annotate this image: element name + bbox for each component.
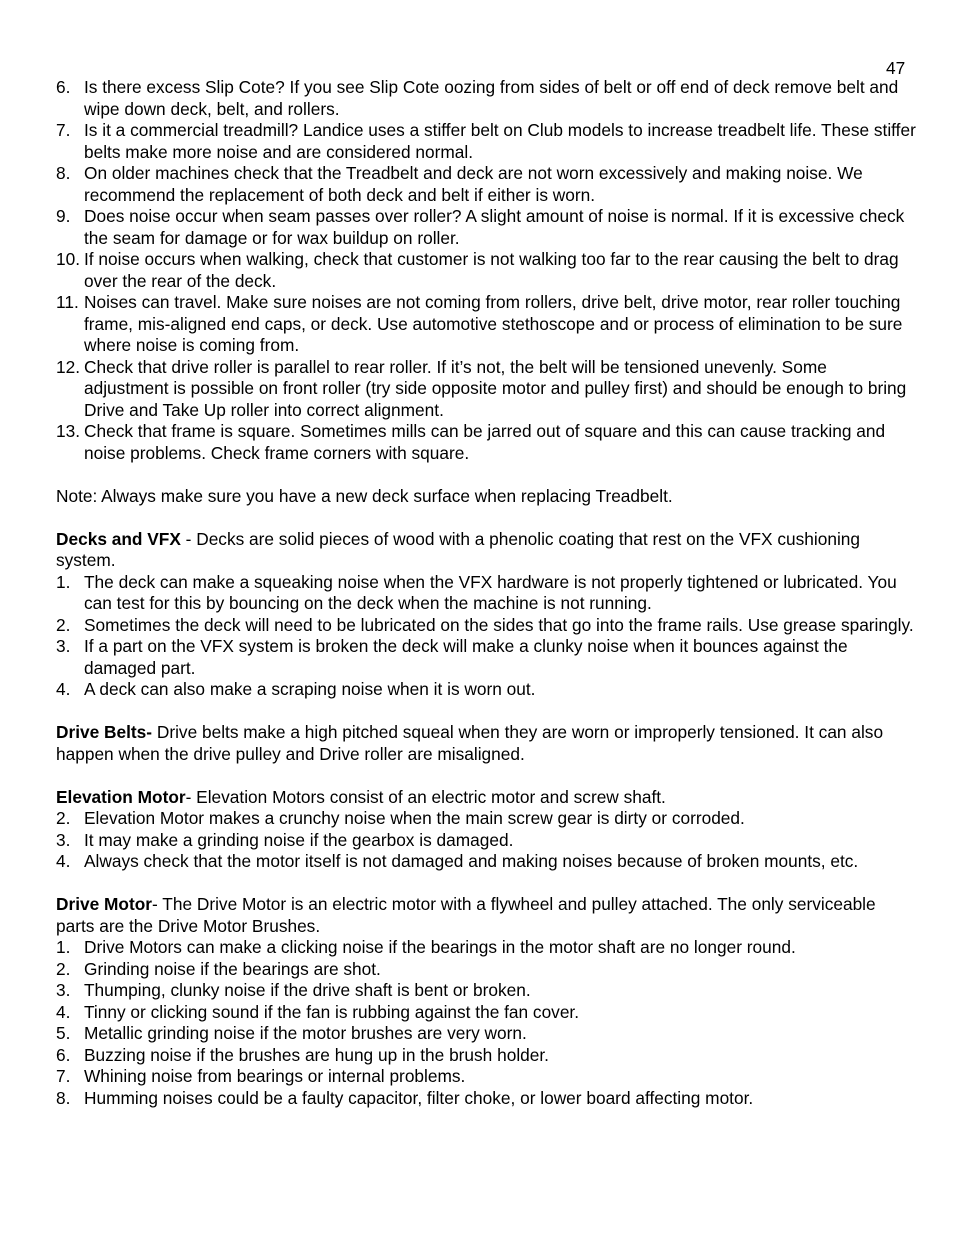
drive-motor-intro-text: - The Drive Motor is an electric motor with a flywheel and pulley attached. The only serviceable parts are the Drive Motor Brushes. [56,894,876,936]
drive-belts-paragraph [56,722,916,765]
list-item [56,77,916,120]
list-item [56,615,916,637]
drive-motor-intro [56,894,916,937]
decks-intro [56,529,916,572]
item-number: 6. [56,77,71,97]
spacer [56,701,916,723]
item-text: Is there excess Slip Cote? If you see Slip Cote oozing from sides of belt or off end of deck remove belt and wipe down deck, belt, and rollers. [84,77,899,119]
item-number: 3. [56,636,71,656]
list-item [56,830,916,852]
item-text: If a part on the VFX system is broken the deck will make a clunky noise when it bounces against the damaged part. [84,636,848,678]
item-number: 13. [56,421,81,441]
list-item [56,120,916,163]
decks-heading: Decks and VFX [56,528,181,549]
list-item [56,1002,916,1024]
list-item [56,249,916,292]
item-text: Always check that the motor itself is not damaged and making noises because of broken mounts, etc. [84,851,859,871]
item-text: Buzzing noise if the brushes are hung up in the brush holder. [84,1044,549,1065]
item-text: On older machines check that the Treadbelt and deck are not worn excessively and making noise. We recommend the replacement of both deck and belt if either is worn. [84,163,863,205]
page-number: 47 [886,58,906,78]
item-number: 8. [56,163,71,183]
decks-intro-text: - Decks are solid pieces of wood with a phenolic coating that rest on the VFX cushioning system. [56,528,861,570]
list-item [56,679,916,701]
item-text: A deck can also make a scraping noise when it is worn out. [84,679,536,699]
item-text: Grinding noise if the bearings are shot. [84,958,381,979]
item-number: 6. [56,1044,71,1065]
item-number: 2. [56,958,71,979]
list-item [56,163,916,206]
drive-belts-heading: Drive Belts- [56,722,153,742]
item-text: Is it a commercial treadmill? Landice uses a stiffer belt on Club models to increase treadbelt life. These stiffer belts make more noise and are considered normal. [84,120,916,162]
item-number: 12. [56,356,81,377]
list-item [56,636,916,679]
drive-motor-list [56,937,916,1109]
list-item [56,980,916,1002]
item-text: Metallic grinding noise if the motor brushes are very worn. [84,1023,527,1043]
list-item [56,851,916,873]
item-number: 1. [56,937,71,957]
list-item [56,1066,916,1088]
list-item [56,292,916,357]
item-text: Check that drive roller is parallel to rear roller. If it’s not, the belt will be tensioned unevenly. Some adjustment is possible on front roller (try side opposite motor and pulley first) and should be enough to bring Drive and Take Up roller into correct alignment. [84,356,907,420]
item-number: 7. [56,1066,71,1086]
list-item [56,937,916,959]
item-number: 4. [56,679,71,699]
drive-motor-heading: Drive Motor [56,894,153,914]
list-item [56,1045,916,1067]
item-text: Elevation Motor makes a crunchy noise when the main screw gear is dirty or corroded. [84,808,745,828]
item-number: 4. [56,1001,71,1022]
item-number: 11. [56,292,79,312]
list-item [56,421,916,464]
item-text: If noise occurs when walking, check that customer is not walking too far to the rear causing the belt to drag over the rear of the deck. [84,249,899,291]
elevation-heading: Elevation Motor [56,786,186,807]
item-number: 2. [56,808,71,828]
item-number: 8. [56,1087,71,1108]
list-item [56,959,916,981]
list-item [56,206,916,249]
item-text: Noises can travel. Make sure noises are not coming from rollers, drive belt, drive motor, rear roller touching frame, mis-aligned end caps, or deck. Use automotive stethoscope and or process of elimination to be sure where noise is coming from. [84,292,903,355]
list-item [56,808,916,830]
item-number: 4. [56,851,71,871]
spacer [56,873,916,895]
spacer [56,464,916,486]
item-text: Drive Motors can make a clicking noise if the bearings in the motor shaft are no longer round. [84,937,796,957]
note-paragraph: Note: Always make sure you have a new deck surface when replacing Treadbelt. [56,485,673,506]
list-item [56,1088,916,1110]
item-number: 5. [56,1023,71,1043]
item-text: Thumping, clunky noise if the drive shaft is bent or broken. [84,980,531,1000]
item-number: 10. [56,249,81,269]
list-item [56,357,916,422]
item-text: Whining noise from bearings or internal problems. [84,1066,466,1086]
item-text: Does noise occur when seam passes over roller? A slight amount of noise is normal. If it is excessive check the seam for damage or for wax buildup on roller. [84,206,905,248]
noise-checklist [56,77,916,464]
item-number: 2. [56,614,71,635]
item-number: 7. [56,120,71,140]
list-item [56,572,916,615]
drive-belts-text: Drive belts make a high pitched squeal when they are worn or improperly tensioned. It can also happen when the drive pulley and Drive roller are misaligned. [56,722,884,764]
item-text: It may make a grinding noise if the gearbox is damaged. [84,829,514,850]
item-text: Tinny or clicking sound if the fan is rubbing against the fan cover. [84,1001,580,1022]
item-text: The deck can make a squeaking noise when the VFX hardware is not properly tightened or lubricated. You can test for this by bouncing on the deck when the machine is not running. [84,571,897,613]
item-number: 3. [56,980,71,1000]
document-body [56,77,916,1109]
item-text: Humming noises could be a faulty capacitor, filter choke, or lower board affecting motor. [84,1087,754,1108]
elevation-intro-text: - Elevation Motors consist of an electric motor and screw shaft. [185,786,666,807]
item-number: 3. [56,829,71,850]
spacer [56,507,916,529]
item-number: 9. [56,206,71,226]
item-text: Check that frame is square. Sometimes mills can be jarred out of square and this can cause tracking and noise problems. Check frame corners with square. [84,421,886,463]
list-item [56,1023,916,1045]
item-number: 1. [56,571,71,592]
spacer [56,765,916,787]
decks-list [56,572,916,701]
elevation-intro [56,787,916,809]
item-text: Sometimes the deck will need to be lubricated on the sides that go into the frame rails. Use grease sparingly. [84,614,914,635]
elevation-list [56,808,916,873]
